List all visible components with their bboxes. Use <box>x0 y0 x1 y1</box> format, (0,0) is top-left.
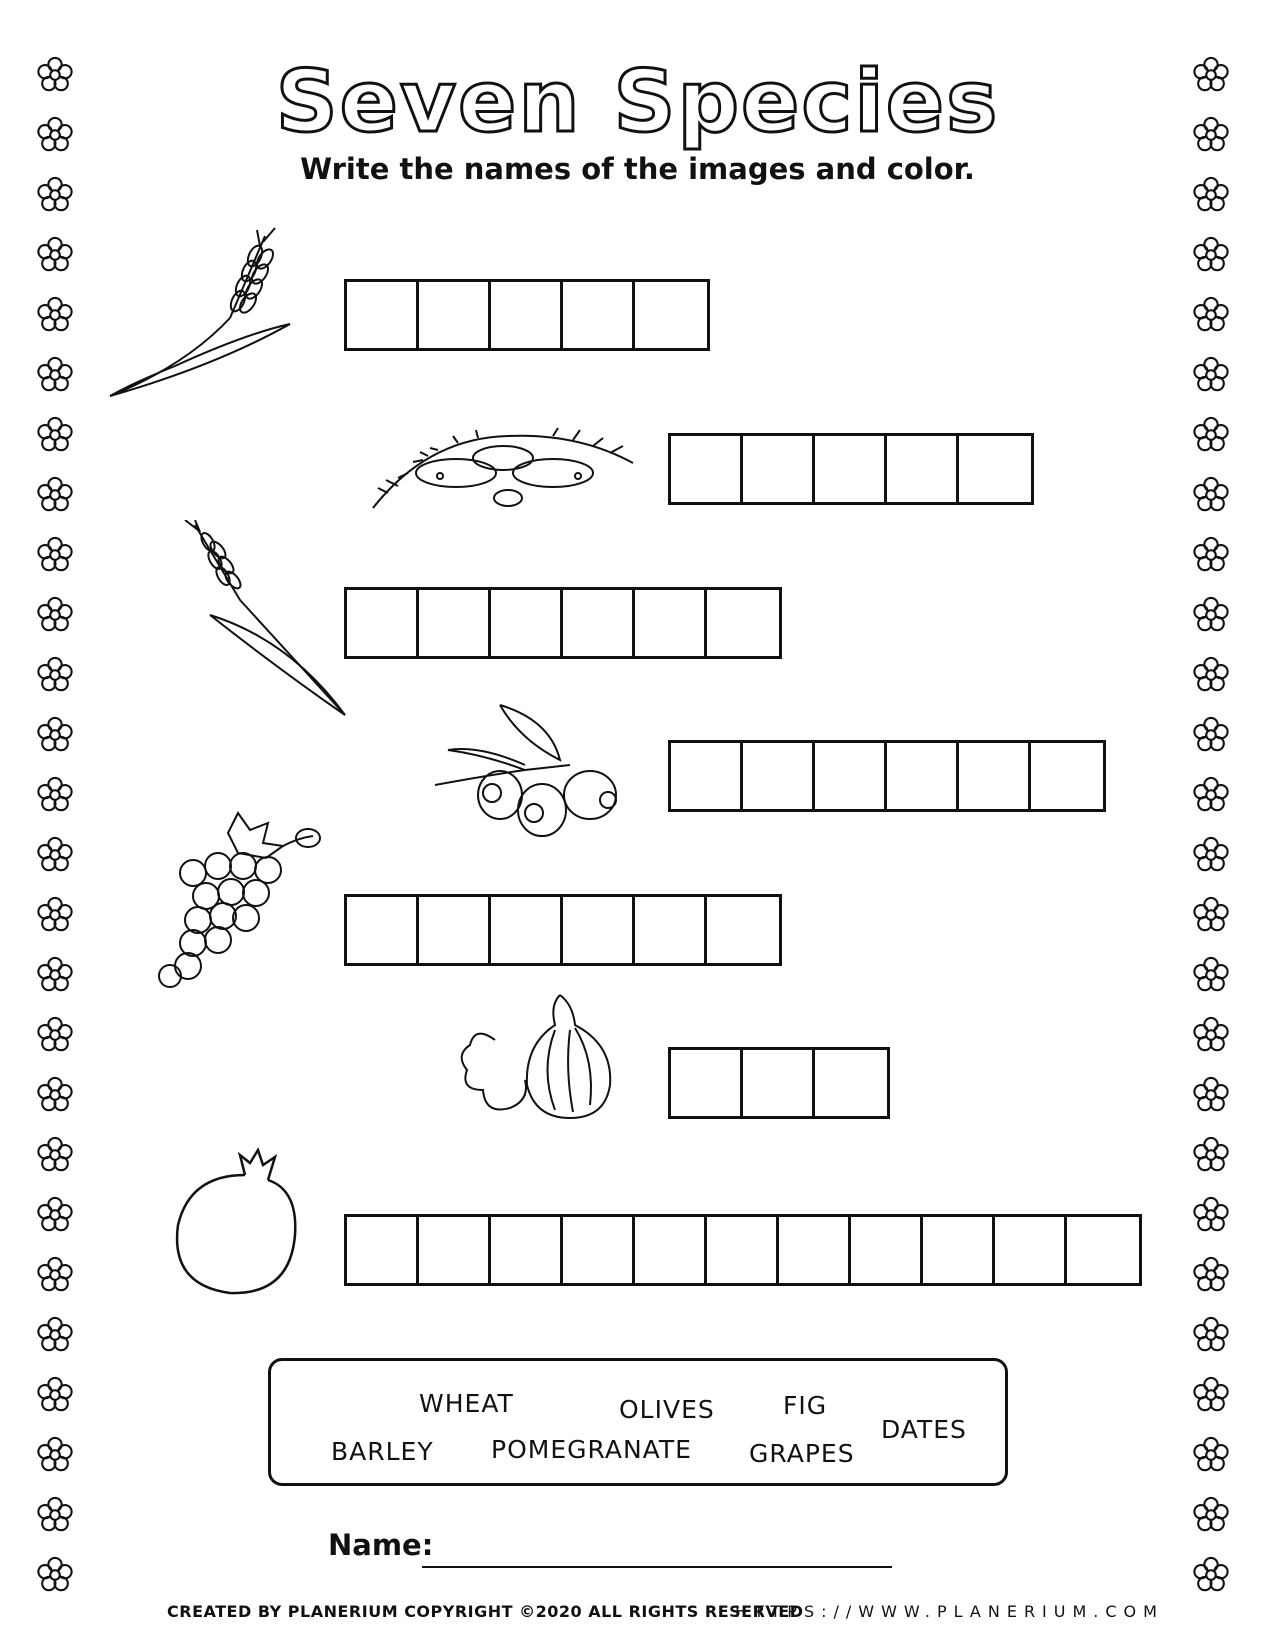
flower-icon <box>36 1136 74 1174</box>
pomegranate-icon <box>170 1135 300 1295</box>
flower-icon <box>36 1376 74 1414</box>
letter-box[interactable] <box>707 590 779 656</box>
letter-box[interactable] <box>815 743 887 809</box>
flower-icon <box>1192 476 1230 514</box>
flower-icon <box>36 416 74 454</box>
word-wheat: WHEAT <box>419 1389 514 1418</box>
name-field[interactable] <box>422 1566 892 1568</box>
flower-icon <box>1192 956 1230 994</box>
answer-boxes-row-3 <box>344 587 782 659</box>
letter-box[interactable] <box>563 1217 635 1283</box>
letter-box[interactable] <box>995 1217 1067 1283</box>
flower-icon <box>36 1496 74 1534</box>
barley-icon <box>180 520 350 720</box>
flower-icon <box>1192 596 1230 634</box>
right-flower-border <box>1192 56 1236 1616</box>
flower-icon <box>1192 1076 1230 1114</box>
letter-box[interactable] <box>959 743 1031 809</box>
flower-icon <box>1192 1016 1230 1054</box>
letter-box[interactable] <box>779 1217 851 1283</box>
letter-box[interactable] <box>671 743 743 809</box>
letter-box[interactable] <box>635 590 707 656</box>
letter-box[interactable] <box>491 590 563 656</box>
flower-icon <box>36 716 74 754</box>
word-olives: OLIVES <box>619 1395 715 1424</box>
flower-icon <box>36 836 74 874</box>
flower-icon <box>36 896 74 934</box>
word-dates: DATES <box>881 1415 967 1444</box>
letter-box[interactable] <box>419 897 491 963</box>
answer-boxes-row-2 <box>668 433 1034 505</box>
letter-box[interactable] <box>743 743 815 809</box>
instructions: Write the names of the images and color. <box>300 152 975 186</box>
flower-icon <box>1192 1436 1230 1474</box>
letter-box[interactable] <box>743 436 815 502</box>
flower-icon <box>36 956 74 994</box>
flower-icon <box>1192 1556 1230 1594</box>
grapes-icon <box>158 808 328 988</box>
letter-box[interactable] <box>491 897 563 963</box>
answer-boxes-row-6 <box>668 1047 890 1119</box>
word-barley: BARLEY <box>331 1437 434 1466</box>
word-grapes: GRAPES <box>749 1439 855 1468</box>
letter-box[interactable] <box>923 1217 995 1283</box>
letter-box[interactable] <box>743 1050 815 1116</box>
flower-icon <box>1192 1136 1230 1174</box>
flower-icon <box>36 1556 74 1594</box>
letter-box[interactable] <box>851 1217 923 1283</box>
letter-box[interactable] <box>1031 743 1103 809</box>
letter-box[interactable] <box>815 436 887 502</box>
letter-box[interactable] <box>671 1050 743 1116</box>
letter-box[interactable] <box>959 436 1031 502</box>
letter-box[interactable] <box>563 897 635 963</box>
letter-box[interactable] <box>563 590 635 656</box>
letter-box[interactable] <box>491 282 563 348</box>
flower-icon <box>36 776 74 814</box>
flower-icon <box>1192 236 1230 274</box>
letter-box[interactable] <box>563 282 635 348</box>
flower-icon <box>36 536 74 574</box>
letter-box[interactable] <box>887 743 959 809</box>
flower-icon <box>1192 416 1230 454</box>
flower-icon <box>36 1196 74 1234</box>
flower-icon <box>36 356 74 394</box>
fig-icon <box>455 990 615 1130</box>
flower-icon <box>1192 896 1230 934</box>
letter-box[interactable] <box>419 282 491 348</box>
word-bank <box>268 1358 1008 1486</box>
left-flower-border <box>36 56 80 1616</box>
website-url: HTTPS://WWW.PLANERIUM.COM <box>735 1602 1164 1621</box>
flower-icon <box>36 236 74 274</box>
letter-box[interactable] <box>635 1217 707 1283</box>
flower-icon <box>1192 836 1230 874</box>
letter-box[interactable] <box>887 436 959 502</box>
letter-box[interactable] <box>707 1217 779 1283</box>
letter-box[interactable] <box>419 1217 491 1283</box>
flower-icon <box>1192 1376 1230 1414</box>
letter-box[interactable] <box>815 1050 887 1116</box>
flower-icon <box>36 1316 74 1354</box>
flower-icon <box>1192 1496 1230 1534</box>
wheat-icon <box>105 226 305 406</box>
letter-box[interactable] <box>419 590 491 656</box>
flower-icon <box>1192 716 1230 754</box>
olives-icon <box>430 700 630 840</box>
flower-icon <box>1192 1196 1230 1234</box>
letter-box[interactable] <box>491 1217 563 1283</box>
answer-boxes-row-7 <box>344 1214 1142 1286</box>
word-pomegranate: POMEGRANATE <box>491 1435 692 1464</box>
letter-box[interactable] <box>635 282 707 348</box>
flower-icon <box>1192 536 1230 574</box>
flower-icon <box>1192 1316 1230 1354</box>
flower-icon <box>36 596 74 634</box>
letter-box[interactable] <box>347 282 419 348</box>
letter-box[interactable] <box>1067 1217 1139 1283</box>
flower-icon <box>36 296 74 334</box>
flower-icon <box>36 1016 74 1054</box>
letter-box[interactable] <box>635 897 707 963</box>
answer-boxes-row-1 <box>344 279 710 351</box>
answer-boxes-row-5 <box>344 894 782 966</box>
answer-boxes-row-4 <box>668 740 1106 812</box>
flower-icon <box>36 1436 74 1474</box>
flower-icon <box>36 476 74 514</box>
flower-icon <box>1192 776 1230 814</box>
flower-icon <box>1192 356 1230 394</box>
flower-icon <box>36 1076 74 1114</box>
flower-icon <box>1192 1256 1230 1294</box>
word-fig: FIG <box>783 1391 828 1420</box>
flower-icon <box>1192 296 1230 334</box>
flower-icon <box>36 656 74 694</box>
letter-box[interactable] <box>347 897 419 963</box>
flower-icon <box>1192 656 1230 694</box>
name-label: Name: <box>328 1528 434 1562</box>
letter-box[interactable] <box>347 590 419 656</box>
letter-box[interactable] <box>671 436 743 502</box>
flower-icon <box>36 1256 74 1294</box>
dates-icon <box>368 418 638 518</box>
letter-box[interactable] <box>707 897 779 963</box>
letter-box[interactable] <box>347 1217 419 1283</box>
copyright-text: CREATED BY PLANERIUM COPYRIGHT ©2020 ALL RIGHTS RESERVED <box>167 1602 804 1621</box>
page-title: Seven Species <box>275 52 1000 152</box>
